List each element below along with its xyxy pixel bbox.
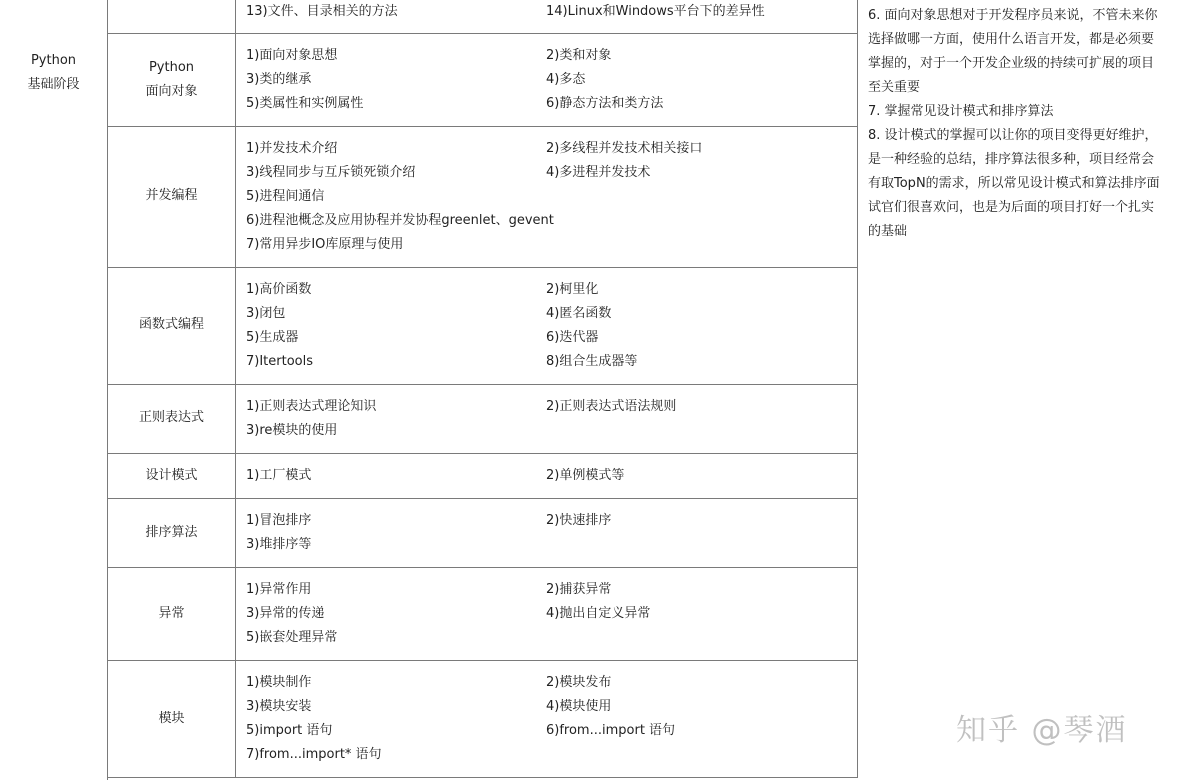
category-line: 排序算法 bbox=[145, 525, 198, 540]
topic-item: 4)匿名函数 bbox=[546, 306, 612, 321]
category-label bbox=[108, 521, 235, 545]
topic-item: 13)文件、目录相关的方法 bbox=[246, 4, 398, 19]
topic-item: 5)生成器 bbox=[246, 330, 299, 345]
topic-item: 2)正则表达式语法规则 bbox=[546, 399, 677, 414]
topic-item: 4)模块使用 bbox=[546, 699, 612, 714]
category-label bbox=[108, 56, 235, 104]
category-line: 函数式编程 bbox=[138, 317, 204, 332]
row-divider bbox=[107, 126, 858, 127]
row-divider bbox=[107, 567, 858, 568]
topic-item: 3)类的继承 bbox=[246, 72, 312, 87]
stage-title: Python bbox=[30, 53, 77, 68]
category-line: 并发编程 bbox=[145, 188, 198, 203]
topic-item: 2)类和对象 bbox=[546, 48, 612, 63]
category-line: Python bbox=[148, 60, 195, 75]
category-label bbox=[108, 464, 235, 488]
topic-item: 6)进程池概念及应用协程并发协程greenlet、gevent bbox=[246, 213, 554, 228]
topic-item: 3)线程同步与互斥锁死锁介绍 bbox=[246, 165, 416, 180]
topic-item: 1)冒泡排序 bbox=[246, 513, 312, 528]
table-border bbox=[857, 0, 858, 778]
topic-item: 2)捕获异常 bbox=[546, 582, 612, 597]
topic-item: 2)模块发布 bbox=[546, 675, 612, 690]
note-line: 是一种经验的总结，排序算法很多种，项目经常会 bbox=[868, 152, 1155, 167]
row-divider bbox=[107, 267, 858, 268]
category-line: 设计模式 bbox=[145, 468, 198, 483]
topic-item: 8)组合生成器等 bbox=[546, 354, 638, 369]
topic-item: 4)抛出自定义异常 bbox=[546, 606, 651, 621]
note-line: 8. 设计模式的掌握可以让你的项目变得更好维护， bbox=[868, 128, 1158, 143]
table-border bbox=[107, 0, 108, 780]
row-divider bbox=[107, 777, 858, 778]
stage-cell bbox=[0, 49, 107, 97]
topic-item: 1)异常作用 bbox=[246, 582, 312, 597]
category-line: 模块 bbox=[158, 711, 185, 726]
topic-item: 6)from...import 语句 bbox=[546, 723, 676, 738]
note-line: 有取TopN的需求，所以常见设计模式和算法排序面 bbox=[868, 176, 1160, 191]
category-line: 正则表达式 bbox=[138, 410, 204, 425]
topic-item: 6)静态方法和类方法 bbox=[546, 96, 664, 111]
notes-column bbox=[868, 4, 1190, 244]
row-divider bbox=[107, 660, 858, 661]
topic-item: 5)进程间通信 bbox=[246, 189, 325, 204]
category-label bbox=[108, 184, 235, 208]
stage-subtitle: 基础阶段 bbox=[27, 77, 80, 92]
topic-item: 3)re模块的使用 bbox=[246, 423, 338, 438]
topic-item: 14)Linux和Windows平台下的差异性 bbox=[546, 4, 765, 19]
category-label bbox=[108, 313, 235, 337]
note-line: 试官们很喜欢问，也是为后面的项目打好一个扎实 bbox=[868, 200, 1155, 215]
note-line: 7. 掌握常见设计模式和排序算法 bbox=[868, 104, 1054, 119]
topic-item: 1)并发技术介绍 bbox=[246, 141, 338, 156]
category-line: 面向对象 bbox=[145, 84, 198, 99]
topic-item: 1)工厂模式 bbox=[246, 468, 312, 483]
topic-item: 3)闭包 bbox=[246, 306, 286, 321]
row-divider bbox=[107, 453, 858, 454]
topic-item: 7)常用异步IO库原理与使用 bbox=[246, 237, 404, 252]
topic-item: 7)from...import* 语句 bbox=[246, 747, 382, 762]
note-line: 选择做哪一方面，使用什么语言开发，都是必须要 bbox=[868, 32, 1155, 47]
topic-item: 7)Itertools bbox=[246, 354, 314, 369]
topic-item: 2)多线程并发技术相关接口 bbox=[546, 141, 703, 156]
row-divider bbox=[107, 384, 858, 385]
topic-item: 5)类属性和实例属性 bbox=[246, 96, 364, 111]
topic-item: 4)多进程并发技术 bbox=[546, 165, 651, 180]
topic-item: 3)堆排序等 bbox=[246, 537, 312, 552]
topic-item: 6)迭代器 bbox=[546, 330, 599, 345]
topic-item: 2)快速排序 bbox=[546, 513, 612, 528]
category-label bbox=[108, 707, 235, 731]
topic-item: 1)模块制作 bbox=[246, 675, 312, 690]
topic-item: 1)面向对象思想 bbox=[246, 48, 338, 63]
note-line: 6. 面向对象思想对于开发程序员来说，不管未来你 bbox=[868, 8, 1158, 23]
topic-item: 3)模块安装 bbox=[246, 699, 312, 714]
table-border bbox=[235, 0, 236, 778]
zhihu-watermark: 知乎 @琴酒 bbox=[956, 713, 1128, 748]
topic-item: 3)异常的传递 bbox=[246, 606, 325, 621]
topic-item: 4)多态 bbox=[546, 72, 586, 87]
topic-item: 2)柯里化 bbox=[546, 282, 599, 297]
topic-item: 2)单例模式等 bbox=[546, 468, 625, 483]
note-line: 掌握的，对于一个开发企业级的持续可扩展的项目 bbox=[868, 56, 1155, 71]
topic-item: 1)正则表达式理论知识 bbox=[246, 399, 377, 414]
category-label bbox=[108, 406, 235, 430]
topic-item: 5)import 语句 bbox=[246, 723, 333, 738]
topic-item: 5)嵌套处理异常 bbox=[246, 630, 338, 645]
row-divider bbox=[107, 498, 858, 499]
note-line: 的基础 bbox=[868, 224, 908, 239]
note-line: 至关重要 bbox=[868, 80, 921, 95]
topic-item: 1)高价函数 bbox=[246, 282, 312, 297]
row-divider bbox=[107, 33, 858, 34]
category-line: 异常 bbox=[158, 606, 185, 621]
category-label bbox=[108, 602, 235, 626]
